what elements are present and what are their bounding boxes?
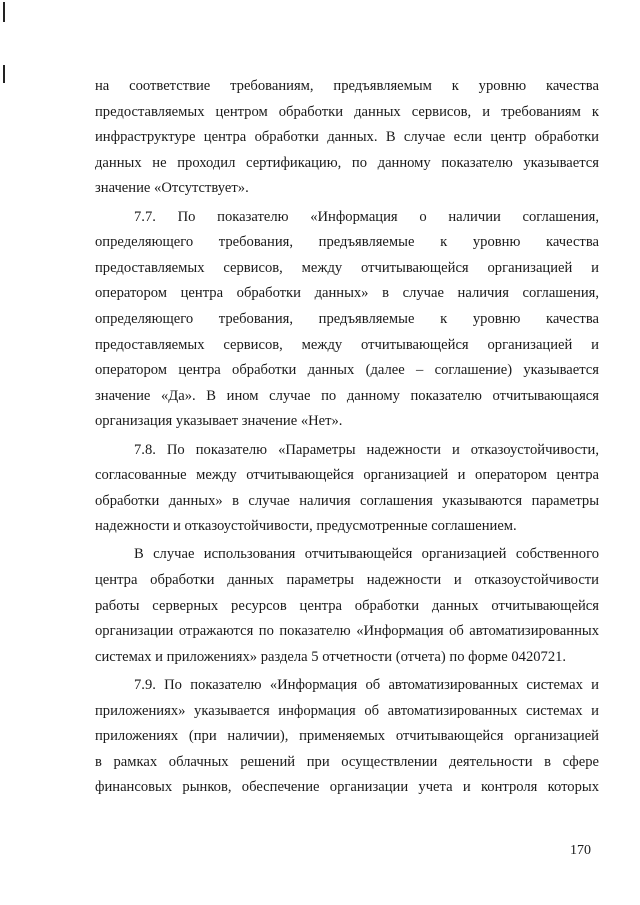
text-line: в рамках облачных решений при осуществлении деятельности в сфере <box>95 753 599 770</box>
text-line: приложениях (при наличии), применяемых отчитывающейся организацией <box>95 728 599 745</box>
text-line: 7.8. По показателю «Параметры надежности и отказоустойчивости, <box>134 441 599 458</box>
page-body <box>95 74 599 801</box>
text-line: центра обработки данных параметры надежности и отказоустойчивости <box>95 572 599 589</box>
text-line: на соответствие требованиям, предъявляемым к уровню качества <box>95 78 599 94</box>
text-line: предоставляемых сервисов, между отчитывающейся организацией и <box>95 259 599 276</box>
paragraph-7-9 <box>95 673 599 801</box>
text-line: работы серверных ресурсов центра обработки данных отчитывающейся <box>95 597 599 614</box>
text-line: предоставляемых центром обработки данных сервисов, и требованиям к <box>95 103 599 120</box>
text-line: В случае использования отчитывающейся организацией собственного <box>134 546 599 563</box>
text-line: надежности и отказоустойчивости, предусмотренные соглашением. <box>95 518 517 535</box>
text-line: организации отражаются по показателю «Информация об автоматизированных <box>95 623 599 640</box>
text-line: определяющего требования, предъявляемые к уровню качества <box>95 310 599 327</box>
text-line: приложениях» указывается информация об автоматизированных системах и <box>95 702 599 719</box>
page-number: 170 <box>570 843 591 858</box>
paragraph-7-7 <box>95 205 599 435</box>
text-line: данных не проходил сертификацию, по данному показателю указывается <box>95 154 599 171</box>
margin-mark <box>3 2 5 22</box>
text-line: определяющего требования, предъявляемые к уровню качества <box>95 234 599 251</box>
text-line: значение «Да». В ином случае по данному показателю отчитывающаяся <box>95 387 599 404</box>
text-line: обработки данных» в случае наличия соглашения указываются параметры <box>95 492 599 509</box>
text-line: предоставляемых сервисов, между отчитывающейся организацией и <box>95 336 599 353</box>
text-line: финансовых рынков, обеспечение организации учета и контроля которых <box>95 779 599 796</box>
text-line: 7.7. По показателю «Информация о наличии соглашения, <box>134 208 599 225</box>
paragraph-own-data-center <box>95 542 599 670</box>
text-line: согласованные между отчитывающейся организацией и оператором центра <box>95 467 599 484</box>
text-line: организация указывает значение «Нет». <box>95 413 343 430</box>
text-line: 7.9. По показателю «Информация об автоматизированных системах и <box>134 677 599 694</box>
text-line: значение «Отсутствует». <box>95 180 249 197</box>
text-line: оператором центра обработки данных (далее – соглашение) указывается <box>95 362 599 379</box>
margin-mark <box>3 65 5 83</box>
text-line: системах и приложениях» раздела 5 отчетности (отчета) по форме 0420721. <box>95 648 567 665</box>
text-line: инфраструктуре центра обработки данных. В случае если центр обработки <box>95 129 599 146</box>
paragraph-7-8 <box>95 438 599 540</box>
paragraph-continuation <box>95 74 599 202</box>
text-line: оператором центра обработки данных» в случае наличия соглашения, <box>95 285 599 302</box>
